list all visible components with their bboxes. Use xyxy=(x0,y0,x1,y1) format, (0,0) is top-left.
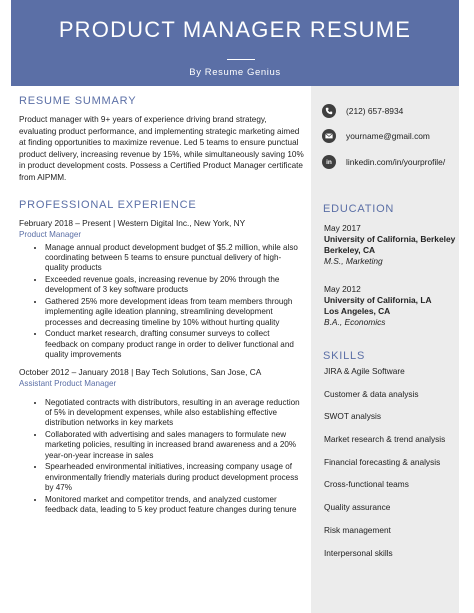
skills-heading: SKILLS xyxy=(323,350,366,362)
job-bullet: • Spearheaded environmental initiatives, increasing company usage of environmentally friendly materials during product development process by 47% xyxy=(45,462,304,493)
job-entry xyxy=(19,218,304,361)
experience-heading: PROFESSIONAL EXPERIENCE xyxy=(19,198,197,211)
education-school: University of California, LA xyxy=(324,295,432,305)
skill-item: Market research & trend analysis xyxy=(324,434,446,445)
job-entry xyxy=(19,367,304,516)
education-school: University of California, Berkeley xyxy=(324,234,456,244)
skill-item: SWOT analysis xyxy=(324,411,382,422)
summary-text: Product manager with 9+ years of experience driving brand strategy, evaluating product performance, and implementing strategic marketing aimed at finding opportunities to maximize revenue. Led 5 teams to ensure punctual product delivery, increasing revenue by 15%, while simultaneously saving 10% in product development costs. Possess a Certified Product Manager certificate from AIPMM. xyxy=(19,115,304,182)
skills-list xyxy=(324,366,456,570)
job-bullets xyxy=(19,398,304,516)
email-address[interactable]: yourname@gmail.com xyxy=(346,131,430,141)
skill-item: Customer & data analysis xyxy=(324,388,419,399)
phone-icon xyxy=(322,104,336,118)
resume-title: PRODUCT MANAGER RESUME xyxy=(58,17,412,42)
job-bullet: • Negotiated contracts with distributors, resulting in an average reduction of 5% in development expenses, while also establishing effective distribution networks in key markets xyxy=(45,398,304,429)
skill-item: Risk management xyxy=(324,524,391,535)
contact-phone xyxy=(322,104,403,118)
job-line: October 2012 – January 2018 | Bay Tech Solutions, San Jose, CA xyxy=(19,366,262,377)
skill-item: Quality assurance xyxy=(324,502,391,513)
job-bullet: • Gathered 25% more development ideas from team members through implementing agile ideation planning, streamlining development processes and decreasing timeline by 10% without hurting quality xyxy=(45,297,304,328)
education-date: May 2012 xyxy=(324,284,361,294)
education-entry xyxy=(324,223,456,267)
education-degree: B.A., Economics xyxy=(324,317,386,327)
job-bullets xyxy=(19,243,304,361)
job-bullet: • Manage annual product development budget of $5.2 million, while also coordinating between 5 teams to ensure punctual delivery of high-quality products xyxy=(45,243,304,274)
contact-linkedin xyxy=(322,155,445,169)
education-location: Berkeley, CA xyxy=(324,245,376,255)
linkedin-url[interactable]: linkedin.com/in/yourprofile/ xyxy=(346,157,446,167)
contact-email xyxy=(322,129,430,143)
job-line: February 2018 – Present | Western Digital Inc., New York, NY xyxy=(19,217,246,228)
resume-byline: By Resume Genius xyxy=(189,67,281,78)
education-heading: EDUCATION xyxy=(323,203,395,215)
education-date: May 2017 xyxy=(324,223,361,233)
job-bullet: • Monitored market and competitor trends, and analyzed customer feedback data, leading to 5 key product feature changes during tenure xyxy=(45,495,304,516)
job-bullet: • Collaborated with advertising and sales managers to formulate new marketing policies, resulting in increased brand awareness and a 20% year-on-year increase in sales xyxy=(45,430,304,461)
skill-item: JIRA & Agile Software xyxy=(324,366,405,376)
main-column xyxy=(19,95,304,517)
phone-number: (212) 657-8934 xyxy=(346,106,404,116)
header-divider xyxy=(227,59,255,60)
skill-item: Financial forecasting & analysis xyxy=(324,456,441,467)
job-bullet: • Exceeded revenue goals, increasing revenue by 20% through the development of 3 key software products xyxy=(45,275,304,296)
education-degree: M.S., Marketing xyxy=(324,256,383,266)
education-entry xyxy=(324,284,456,328)
summary-heading: RESUME SUMMARY xyxy=(19,95,137,107)
envelope-icon xyxy=(322,129,336,143)
resume-header xyxy=(11,0,459,86)
linkedin-icon: in xyxy=(322,155,336,169)
skill-item: Cross-functional teams xyxy=(324,479,409,490)
job-bullet: • Conduct market research, drafting consumer surveys to collect feedback on company product range in order to deliver functional and quality improvements xyxy=(45,329,304,360)
skill-item: Interpersonal skills xyxy=(324,547,393,558)
education-location: Los Angeles, CA xyxy=(324,306,391,316)
job-role: Assistant Product Manager xyxy=(19,378,117,388)
job-role: Product Manager xyxy=(19,229,82,239)
